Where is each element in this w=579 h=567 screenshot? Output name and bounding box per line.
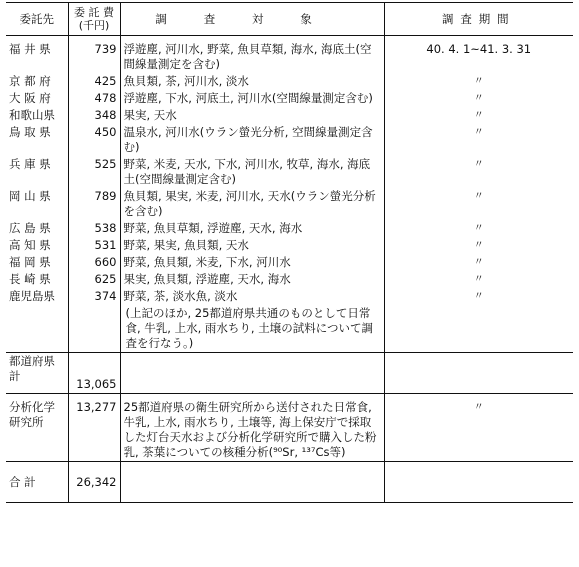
empty-cell — [120, 353, 384, 394]
table-row — [6, 124, 573, 156]
period-cell: 〃 — [473, 93, 484, 104]
period-cell: 〃 — [473, 274, 484, 285]
table-row — [6, 254, 573, 271]
table-row — [6, 220, 573, 237]
period-cell: 〃 — [473, 191, 484, 202]
cost-cell: 348 — [68, 107, 120, 124]
table-row — [6, 36, 573, 74]
org-cell: 和歌山県 — [6, 107, 68, 124]
empty-cell — [6, 305, 68, 353]
header-cost-line2: (千円) — [78, 19, 110, 32]
target-cell: 浮遊塵, 河川水, 野菜, 魚貝草類, 海水, 海底土(空間線量測定を含む) — [120, 36, 384, 74]
empty-cell — [384, 353, 573, 394]
cost-cell: 739 — [68, 36, 120, 74]
table-row — [6, 90, 573, 107]
period-cell: 40. 4. 1~41. 3. 31 — [426, 42, 532, 56]
header-cost — [68, 3, 120, 36]
cost-cell: 374 — [68, 288, 120, 305]
org-cell: 鳥 取 県 — [6, 124, 68, 156]
header-target: 調査対象 — [120, 3, 384, 36]
target-cell: 野菜, 魚貝類, 米麦, 下水, 河川水 — [120, 254, 384, 271]
subtotal-cost: 13,065 — [68, 353, 120, 394]
note-row — [6, 305, 573, 353]
org-cell: 長 崎 県 — [6, 271, 68, 288]
period-cell: 〃 — [473, 76, 484, 87]
org-cell: 兵 庫 県 — [6, 156, 68, 188]
target-cell: 浮遊塵, 下水, 河底土, 河川水(空間線量測定含む) — [120, 90, 384, 107]
period-cell: 〃 — [473, 257, 484, 268]
period-cell: 〃 — [473, 127, 484, 138]
empty-cell — [384, 462, 573, 503]
empty-cell — [120, 462, 384, 503]
empty-cell — [68, 305, 120, 353]
table-row — [6, 156, 573, 188]
org-cell: 鹿児島県 — [6, 288, 68, 305]
target-cell: 果実, 魚貝類, 浮遊塵, 天水, 海水 — [120, 271, 384, 288]
analysis-org: 分析化学研究所 — [6, 394, 68, 462]
note-cell — [120, 305, 384, 353]
org-cell: 広 島 県 — [6, 220, 68, 237]
analysis-cost: 13,277 — [68, 394, 120, 462]
target-cell: 果実, 天水 — [120, 107, 384, 124]
total-row — [6, 462, 573, 503]
subtotal-row — [6, 353, 573, 394]
org-cell: 福 井 県 — [6, 36, 68, 74]
table-row — [6, 107, 573, 124]
org-cell: 大 阪 府 — [6, 90, 68, 107]
header-period: 調査期間 — [384, 3, 573, 36]
total-cost: 26,342 — [68, 462, 120, 503]
table-row — [6, 288, 573, 305]
table-row — [6, 271, 573, 288]
header-org: 委託先 — [6, 3, 68, 36]
cost-cell: 478 — [68, 90, 120, 107]
target-cell: 温泉水, 河川水(ウラン螢光分析, 空間線量測定含む) — [120, 124, 384, 156]
target-cell: 野菜, 魚貝草類, 浮遊塵, 天水, 海水 — [120, 220, 384, 237]
period-cell: 〃 — [473, 291, 484, 302]
analysis-row — [6, 394, 573, 462]
period-cell: 〃 — [473, 159, 484, 170]
cost-cell: 625 — [68, 271, 120, 288]
org-cell: 福 岡 県 — [6, 254, 68, 271]
org-cell: 高 知 県 — [6, 237, 68, 254]
org-cell: 岡 山 県 — [6, 188, 68, 220]
empty-cell — [384, 305, 573, 353]
cost-cell: 531 — [68, 237, 120, 254]
target-cell: 魚貝類, 茶, 河川水, 淡水 — [120, 73, 384, 90]
table-row — [6, 237, 573, 254]
header-cost-line1: 委 託 費 — [74, 6, 114, 19]
target-cell: 魚貝類, 果実, 米麦, 河川水, 天水(ウラン螢光分析を含む) — [120, 188, 384, 220]
table-row — [6, 73, 573, 90]
target-cell: 野菜, 茶, 淡水魚, 淡水 — [120, 288, 384, 305]
survey-table — [6, 2, 573, 503]
period-cell: 〃 — [473, 223, 484, 234]
analysis-period: 〃 — [384, 394, 573, 462]
cost-cell: 425 — [68, 73, 120, 90]
target-cell: 野菜, 米麦, 天水, 下水, 河川水, 牧草, 海水, 海底土(空間線量測定含む) — [120, 156, 384, 188]
analysis-target: 25都道府県の衛生研究所から送付された日常食, 牛乳, 上水, 雨水ちり, 土壌等, 海上保安庁で採取した灯台天水および分析化学研究所で購入した粉乳, 茶葉についての核種分析(⁹⁰Sr, ¹³⁷Cs等) — [120, 394, 384, 462]
cost-cell: 525 — [68, 156, 120, 188]
period-cell: 〃 — [473, 110, 484, 121]
note-text: (上記のほか, 25都道府県共通のものとして日常食, 牛乳, 上水, 雨水ちり, 土壌の試料について調査を行なう。) — [125, 306, 374, 350]
org-cell: 京 都 府 — [6, 73, 68, 90]
header-row — [6, 3, 573, 36]
cost-cell: 538 — [68, 220, 120, 237]
period-cell: 〃 — [473, 240, 484, 251]
cost-cell: 789 — [68, 188, 120, 220]
cost-cell: 450 — [68, 124, 120, 156]
subtotal-label: 都道府県計 — [6, 353, 68, 394]
cost-cell: 660 — [68, 254, 120, 271]
total-label: 合 計 — [6, 462, 68, 503]
table-row — [6, 188, 573, 220]
document-page — [6, 2, 573, 503]
target-cell: 野菜, 果実, 魚貝類, 天水 — [120, 237, 384, 254]
